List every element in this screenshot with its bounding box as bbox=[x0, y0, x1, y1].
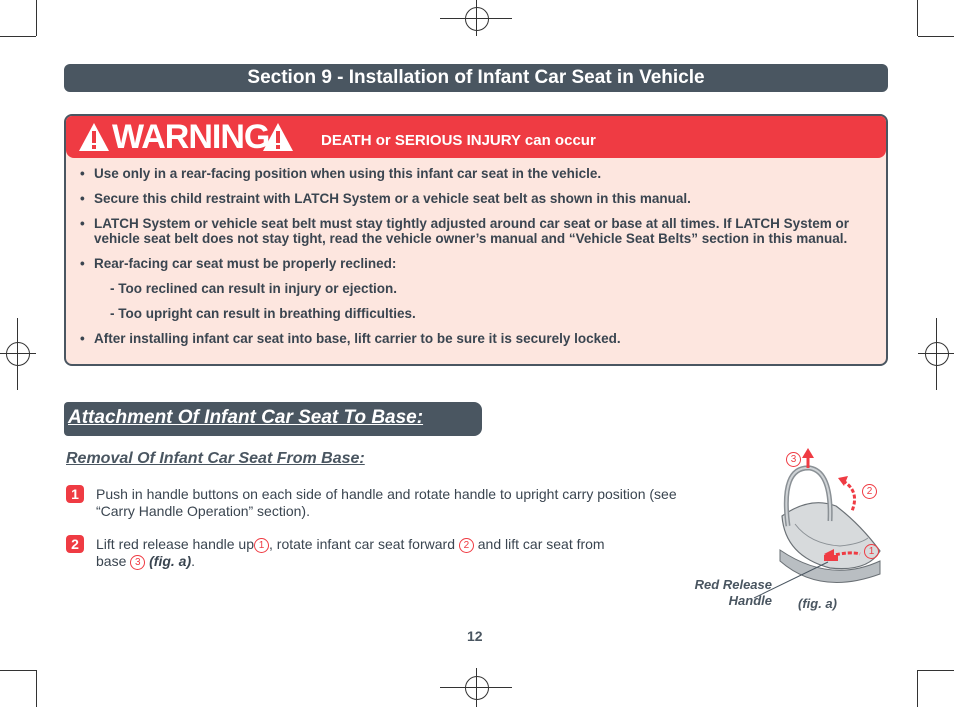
warning-list bbox=[80, 166, 874, 356]
crop-mark bbox=[36, 0, 37, 36]
crop-mark bbox=[0, 36, 36, 37]
crop-mark bbox=[917, 0, 918, 36]
step-number: 1 bbox=[66, 485, 84, 503]
warning-item: • Secure this child restraint with LATCH System or a vehicle seat belt as shown in this manual. bbox=[80, 191, 874, 206]
circled-number-2: 2 bbox=[459, 538, 474, 553]
crop-mark bbox=[36, 670, 37, 707]
warning-triangle-icon bbox=[262, 122, 294, 152]
step-number: 2 bbox=[66, 535, 84, 553]
step-text: Push in handle buttons on each side of handle and rotate handle to upright carry position (see “Carry Handle Operation” section). bbox=[96, 486, 677, 519]
warning-header bbox=[66, 116, 886, 158]
warning-title: WARNING bbox=[112, 118, 270, 156]
circled-number-2: 2 bbox=[862, 484, 877, 499]
section-title: Section 9 - Installation of Infant Car Seat in Vehicle bbox=[64, 64, 888, 92]
figure-caption: (fig. a) bbox=[798, 596, 837, 611]
circled-number-1: 1 bbox=[864, 544, 879, 559]
attachment-heading-bar bbox=[64, 402, 482, 436]
release-handle-callout: Red Release Handle bbox=[694, 577, 772, 608]
circled-number-1: 1 bbox=[254, 538, 269, 553]
circled-number-3: 3 bbox=[786, 452, 801, 467]
step-text: Lift red release handle up 1 , rotate infant car seat forward 2 and lift car seat from base 3 (fig. a). bbox=[96, 536, 605, 569]
crop-mark bbox=[917, 670, 918, 707]
warning-item: • Use only in a rear-facing position when using this infant car seat in the vehicle. bbox=[80, 166, 874, 181]
crop-mark bbox=[0, 670, 36, 671]
warning-triangle-icon bbox=[78, 122, 110, 152]
warning-box bbox=[64, 114, 888, 366]
crop-mark bbox=[918, 670, 954, 671]
warning-subitem: - Too upright can result in breathing difficulties. bbox=[110, 306, 416, 321]
page-number: 12 bbox=[467, 628, 483, 644]
warning-item: • Rear-facing car seat must be properly reclined: bbox=[80, 256, 874, 271]
warning-subtitle: DEATH or SERIOUS INJURY can occur bbox=[321, 132, 596, 149]
crop-mark bbox=[918, 36, 954, 37]
removal-heading: Removal Of Infant Car Seat From Base: bbox=[66, 450, 365, 467]
warning-subitem: - Too reclined can result in injury or ejection. bbox=[110, 281, 398, 296]
figure-reference: (fig. a) bbox=[149, 553, 192, 569]
circled-number-3: 3 bbox=[130, 555, 145, 570]
warning-item: • LATCH System or vehicle seat belt must stay tightly adjusted around car seat or base at all times. If LATCH System or vehicle seat belt does not stay tight, read the vehicle owner’s manual and “Vehicle Seat Belts” section in this manual. bbox=[80, 216, 874, 246]
attachment-heading: Attachment Of Infant Car Seat To Base: bbox=[68, 407, 424, 428]
warning-item: • After installing infant car seat into base, lift carrier to be sure it is securely locked. bbox=[80, 331, 874, 346]
